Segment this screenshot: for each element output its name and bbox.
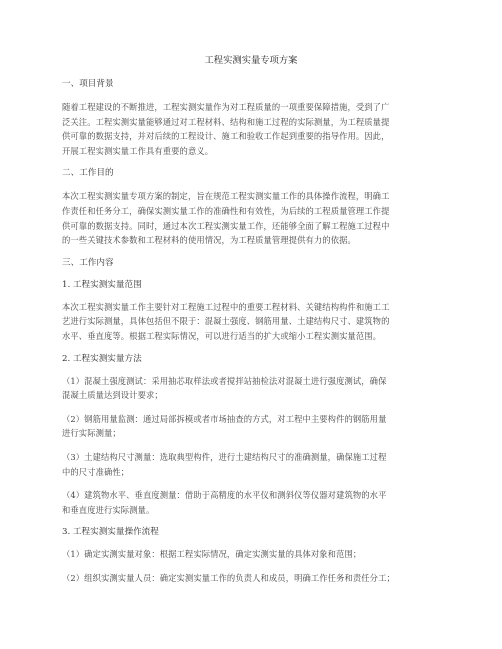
text-line: 的一些关键技术参数和工程材料的使用情况，为工程质量管理提供有力的依据。: [62, 235, 356, 246]
text-line: 随着工程建设的不断推进，工程实测实量作为对工程质量的一项重要保障措施，受到了广: [62, 102, 390, 112]
list-item-organize-personnel: [62, 571, 440, 586]
list-item-structure-dimension: [62, 450, 440, 479]
list-item-level-verticality: [62, 488, 440, 517]
subsection-heading-method: 2. 工程实测实量方法: [62, 353, 142, 364]
document-title: 工程实测实量专项方案: [204, 55, 298, 66]
list-item-concrete-strength: [62, 374, 440, 403]
text-line: （2）组织实测实量人员：确定实测实量工作的负责人和成员，明确工作任务和责任分工；: [62, 572, 395, 583]
text-line: 和垂直度进行实际测量。: [62, 504, 155, 515]
list-item-determine-object: [62, 547, 440, 562]
text-line: 本次工程实测实量工作主要针对工程施工过程中的重要工程材料、关键结构构件和施工工: [62, 301, 390, 312]
section-heading-purpose: 二、工作目的: [62, 168, 114, 179]
text-line: 中的尺寸准确性；: [62, 466, 130, 477]
text-line: 进行实际测量；: [62, 428, 121, 439]
section-heading-content: 三、工作内容: [62, 257, 114, 268]
text-line: 供可靠的数据支持，并对后续的工程设计、施工和验收工作起到重要的指导作用。因此，: [62, 131, 390, 142]
text-line: 混凝土质量达到设计要求；: [62, 390, 163, 401]
text-line: （1）混凝土强度测试：采用抽芯取样法或者搅拌站抽检法对混凝土进行强度测试，确保: [62, 375, 387, 386]
text-line: （4）建筑物水平、垂直度测量：借助于高精度的水平仪和测斜仪等仪器对建筑物的水平: [62, 490, 387, 501]
paragraph-scope: [62, 300, 440, 344]
text-line: （1）确定实测实量对象：根据工程实际情况，确定实测实量的具体对象和范围；: [62, 549, 362, 560]
text-line: （2）钢筋用量监测：通过局部拆模或者市场抽查的方式，对工程中主要构件的钢筋用量: [62, 413, 387, 424]
paragraph-purpose: [62, 189, 440, 247]
text-line: 作责任和任务分工，确保实测实量工作的准确性和有效性，为后续的工程质量管理工作提: [62, 205, 390, 216]
text-line: （3）土建结构尺寸测量：选取典型构件，进行土建结构尺寸的准确测量，确保施工过程: [62, 451, 387, 462]
list-item-rebar-usage: [62, 412, 440, 441]
text-line: 水平、垂直度等。根据工程实际情况，可以进行适当的扩大或缩小工程实测实量范围。: [62, 330, 382, 341]
text-line: 开展工程实测实量工作具有重要的意义。: [62, 145, 214, 156]
subsection-heading-scope: 1. 工程实测实量范围: [62, 279, 142, 290]
text-line: 供可靠的数据支持。同时，通过本次工程实测实量工作，还能够全面了解工程施工过程中: [62, 220, 390, 231]
section-heading-background: 一、项目背景: [62, 79, 114, 89]
paragraph-background: [62, 100, 440, 158]
text-line: 泛关注。工程实测实量能够通过对工程材料、结构和施工过程的实际测量，为工程质量提: [62, 116, 390, 127]
text-line: 本次工程实测实量专项方案的制定，旨在规范工程实测实量工作的具体操作流程，明确工: [62, 191, 390, 202]
text-line: 艺进行实际测量，具体包括但不限于：混凝土强度、钢筋用量、土建结构尺寸、建筑物的: [62, 316, 390, 327]
subsection-heading-process: 3. 工程实测实量操作流程: [62, 527, 159, 538]
